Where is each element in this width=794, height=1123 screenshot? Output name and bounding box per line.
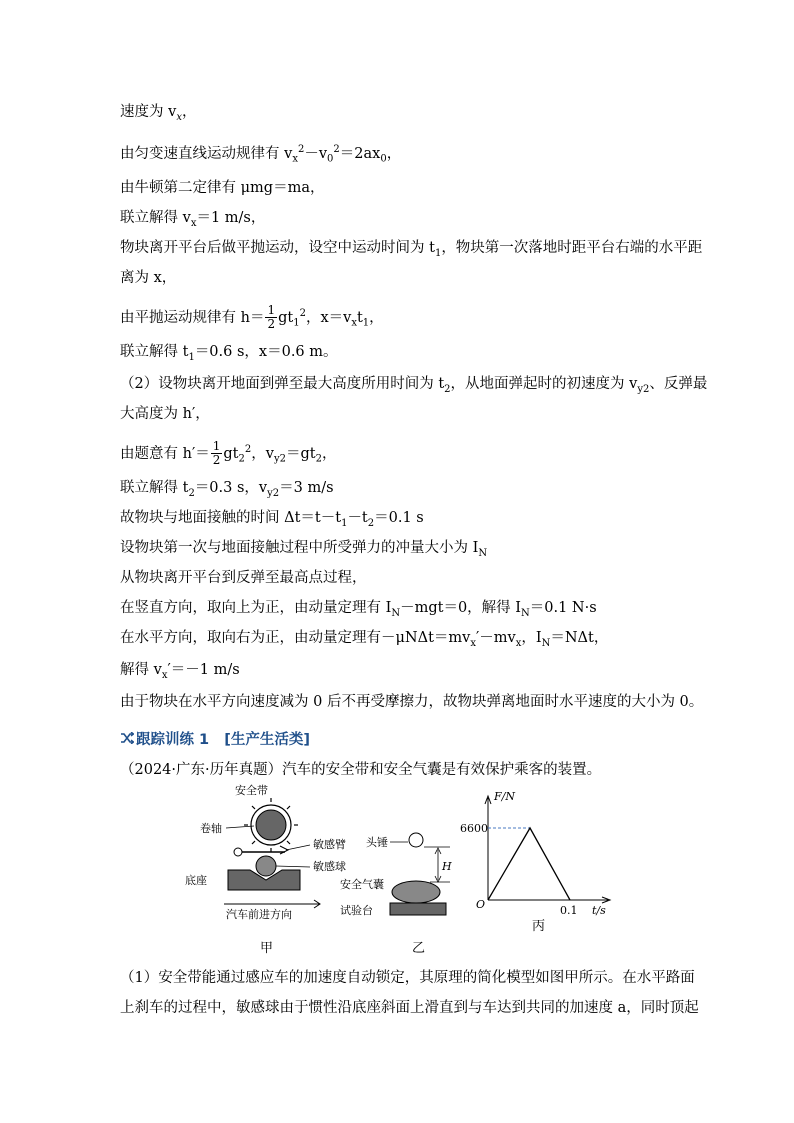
- label-belt: 安全带: [235, 784, 268, 797]
- label-arm: 敏感臂: [313, 838, 346, 851]
- text-line-4: 联立解得 $v_x=1$ m/s，: [120, 210, 266, 229]
- text-line-13: 故物块与地面接触的时间 $\Delta t=t-t_1-t_2=0.1$ s: [120, 510, 424, 529]
- text-line-12: 联立解得 $t_2=0.3$ s，$v_{y2}=3$ m/s: [120, 480, 334, 499]
- label-H: H: [442, 860, 452, 873]
- section-heading: [120, 728, 310, 749]
- gear-icon: [244, 798, 298, 852]
- text-line-10: 大高度为 h′，: [120, 406, 210, 422]
- origin-label: O: [476, 898, 486, 911]
- axis-xlabel: t/s: [592, 904, 606, 917]
- label-direction: 汽车前进方向: [226, 908, 292, 921]
- label-table: 试验台: [340, 904, 373, 917]
- figure-bing: [460, 790, 610, 934]
- caption-jia: 甲: [260, 941, 274, 956]
- text-line-22: 上刹车的过程中，敏感球由于惯性沿底座斜面上滑直到与车达到共同的加速度 a，同时顶起: [120, 1000, 699, 1016]
- figure-jia: [185, 783, 346, 956]
- text-line-20: （2024·广东·历年真题）汽车的安全带和安全气囊是有效保护乘客的装置。: [120, 762, 602, 778]
- text-line-5: 物块离开平台后做平抛运动，设空中运动时间为 $t_1$，物块第一次落地时距平台右端的水平距: [120, 240, 703, 259]
- text-line-17: 在水平方向，取向右为正，由动量定理有$-\mu N\Delta t=mv_x'-mv_x$，$I_N=N\Delta t$，: [120, 630, 609, 649]
- text-line-8: 联立解得 $t_1=0.6$ s，x＝0.6 m。: [120, 344, 338, 363]
- y-tick: 6600: [460, 822, 488, 835]
- fraction: $\frac{1}{2}$: [212, 439, 221, 468]
- text-line-2: 由匀变速直线运动规律有 $v_x^2-v_0^2=2ax_0$，: [120, 144, 402, 165]
- label-airbag: 安全气囊: [340, 878, 384, 891]
- text-line-19: 由于物块在水平方向速度减为 0 后不再受摩擦力，故物块弹离地面时水平速度的大小为 0。: [120, 694, 704, 710]
- label-head: 头锤: [366, 836, 388, 849]
- text-line-7: 由平抛运动规律有 h＝ $\frac{1}{2}$ $gt_1^2$，$x=v_xt_1$，: [120, 303, 384, 332]
- text-line-3: 由牛顿第二定律有 μmg＝ma，: [120, 180, 325, 196]
- text-line-9: （2）设物块离开地面到弹至最大高度所用时间为 $t_2$，从地面弹起时的初速度为 $v_{y2}$、反弹最: [120, 376, 708, 395]
- text-line-14: 设物块第一次与地面接触过程中所受弹力的冲量大小为 $I_N$: [120, 540, 488, 559]
- label-base: 底座: [185, 874, 207, 887]
- heading-tag: [生产生活类]: [224, 732, 311, 748]
- fraction: $\frac{1}{2}$: [267, 303, 276, 332]
- figure-group: [180, 780, 620, 960]
- text-line-16: 在竖直方向，取向上为正，由动量定理有 $I_N-mgt=0$，解得 $I_N=0.1$ N·s: [120, 600, 597, 619]
- axis-ylabel: F/N: [494, 790, 515, 803]
- heading-label: 跟踪训练 1: [136, 732, 210, 748]
- caption-bing: 丙: [532, 919, 546, 934]
- shuffle-icon: [120, 732, 134, 748]
- text-line-6: 离为 x，: [120, 270, 177, 286]
- text-line-15: 从物块离开平台到反弹至最高点过程，: [120, 570, 367, 586]
- label-reel: 卷轴: [200, 822, 222, 835]
- text-line-18: 解得 $v_x'=-1$ m/s: [120, 662, 240, 681]
- text-line-1: 速度为 $v_x$，: [120, 104, 197, 123]
- text-line-21: （1）安全带能通过感应车的加速度自动锁定，其原理的简化模型如图甲所示。在水平路面: [120, 970, 695, 986]
- x-tick: 0.1: [560, 904, 578, 917]
- figure-yi: [340, 833, 452, 956]
- label-ball: 敏感球: [313, 860, 346, 873]
- text-line-11: 由题意有 h′＝ $\frac{1}{2}$ $gt_2^2$，$v_{y2}=gt_2$，: [120, 439, 337, 468]
- caption-yi: 乙: [412, 941, 426, 956]
